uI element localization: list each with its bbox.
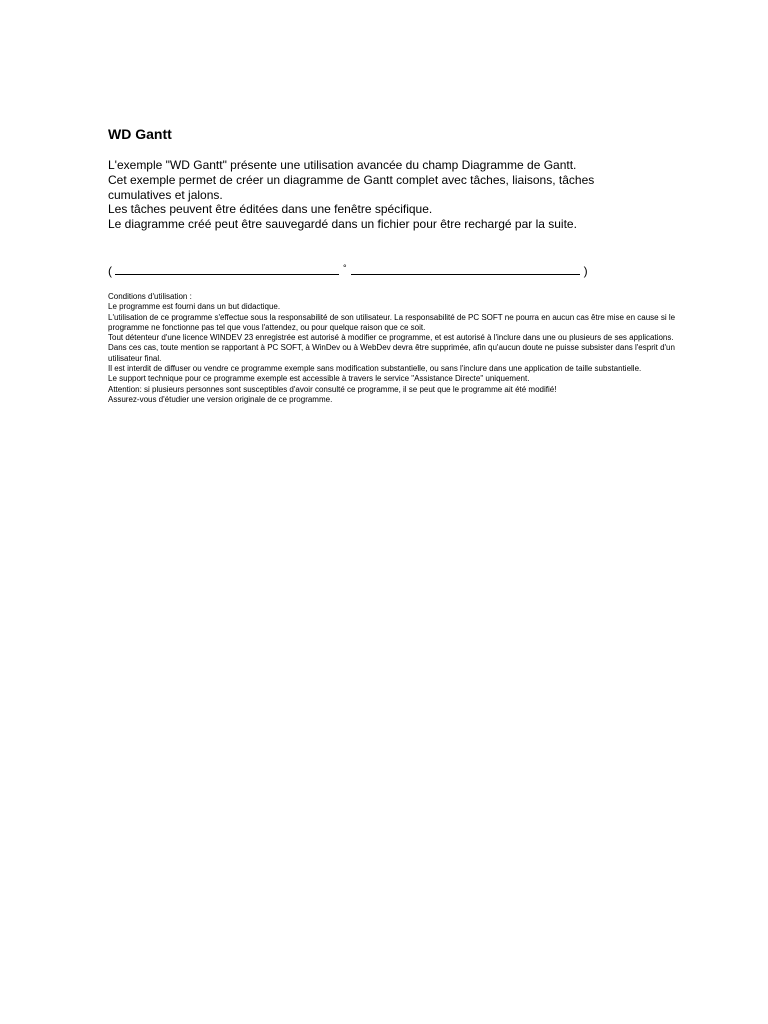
degree-symbol: ° bbox=[343, 263, 347, 273]
terms-line: L'utilisation de ce programme s'effectue sous la responsabilité de son utilisateur. La responsabilité de PC SOFT ne pourra en aucun cas être mise en cause si le programme ne fonctionne pas tel que vous l'attendez, ou pour quelque raison que ce soit. bbox=[108, 312, 676, 332]
terms-line: Il est interdit de diffuser ou vendre ce programme exemple sans modification substantielle, ou sans l'inclure dans une application de taille substantielle. bbox=[108, 364, 642, 374]
intro-line: Les tâches peuvent être éditées dans une fenêtre spécifique. bbox=[108, 202, 433, 217]
open-parenthesis: ( bbox=[108, 264, 112, 278]
terms-line: Tout détenteur d'une licence WINDEV 23 enregistrée est autorisé à modifier ce programme, et est autorisé à l'inclure dans une ou plusieurs de ses applications. Dans ces cas, toute mention se rapportant à PC SOFT, à WinDev ou à WebDev devra être supprimée, afin qu'aucun doute ne puisse subsister dans l'esprit d'un utilisateur final. bbox=[108, 333, 675, 363]
separator-line-right bbox=[351, 264, 580, 275]
terms-line: Le programme est fourni dans un but didactique. bbox=[108, 302, 281, 312]
terms-line: Assurez-vous d'étudier une version originale de ce programme. bbox=[108, 394, 333, 404]
terms-heading: Conditions d'utilisation : bbox=[108, 292, 192, 301]
signature-separator bbox=[108, 264, 588, 279]
intro-line: Cet exemple permet de créer un diagramme de Gantt complet avec tâches, liaisons, tâches cumulatives et jalons. bbox=[108, 172, 595, 202]
separator-line-left bbox=[115, 264, 339, 275]
terms-line: Attention: si plusieurs personnes sont susceptibles d'avoir consulté ce programme, il se peut que le programme ait été modifié! bbox=[108, 384, 557, 394]
intro-line: Le diagramme créé peut être sauvegardé dans un fichier pour être rechargé par la suite. bbox=[108, 217, 577, 232]
close-parenthesis: ) bbox=[583, 264, 588, 278]
document-title: WD Gantt bbox=[108, 126, 172, 142]
terms-line: Le support technique pour ce programme exemple est accessible à travers le service "Assistance Directe" uniquement. bbox=[108, 374, 530, 384]
terms-of-use bbox=[108, 292, 680, 405]
intro-paragraph bbox=[108, 158, 628, 232]
intro-line: L'exemple "WD Gantt" présente une utilisation avancée du champ Diagramme de Gantt. bbox=[108, 158, 577, 172]
